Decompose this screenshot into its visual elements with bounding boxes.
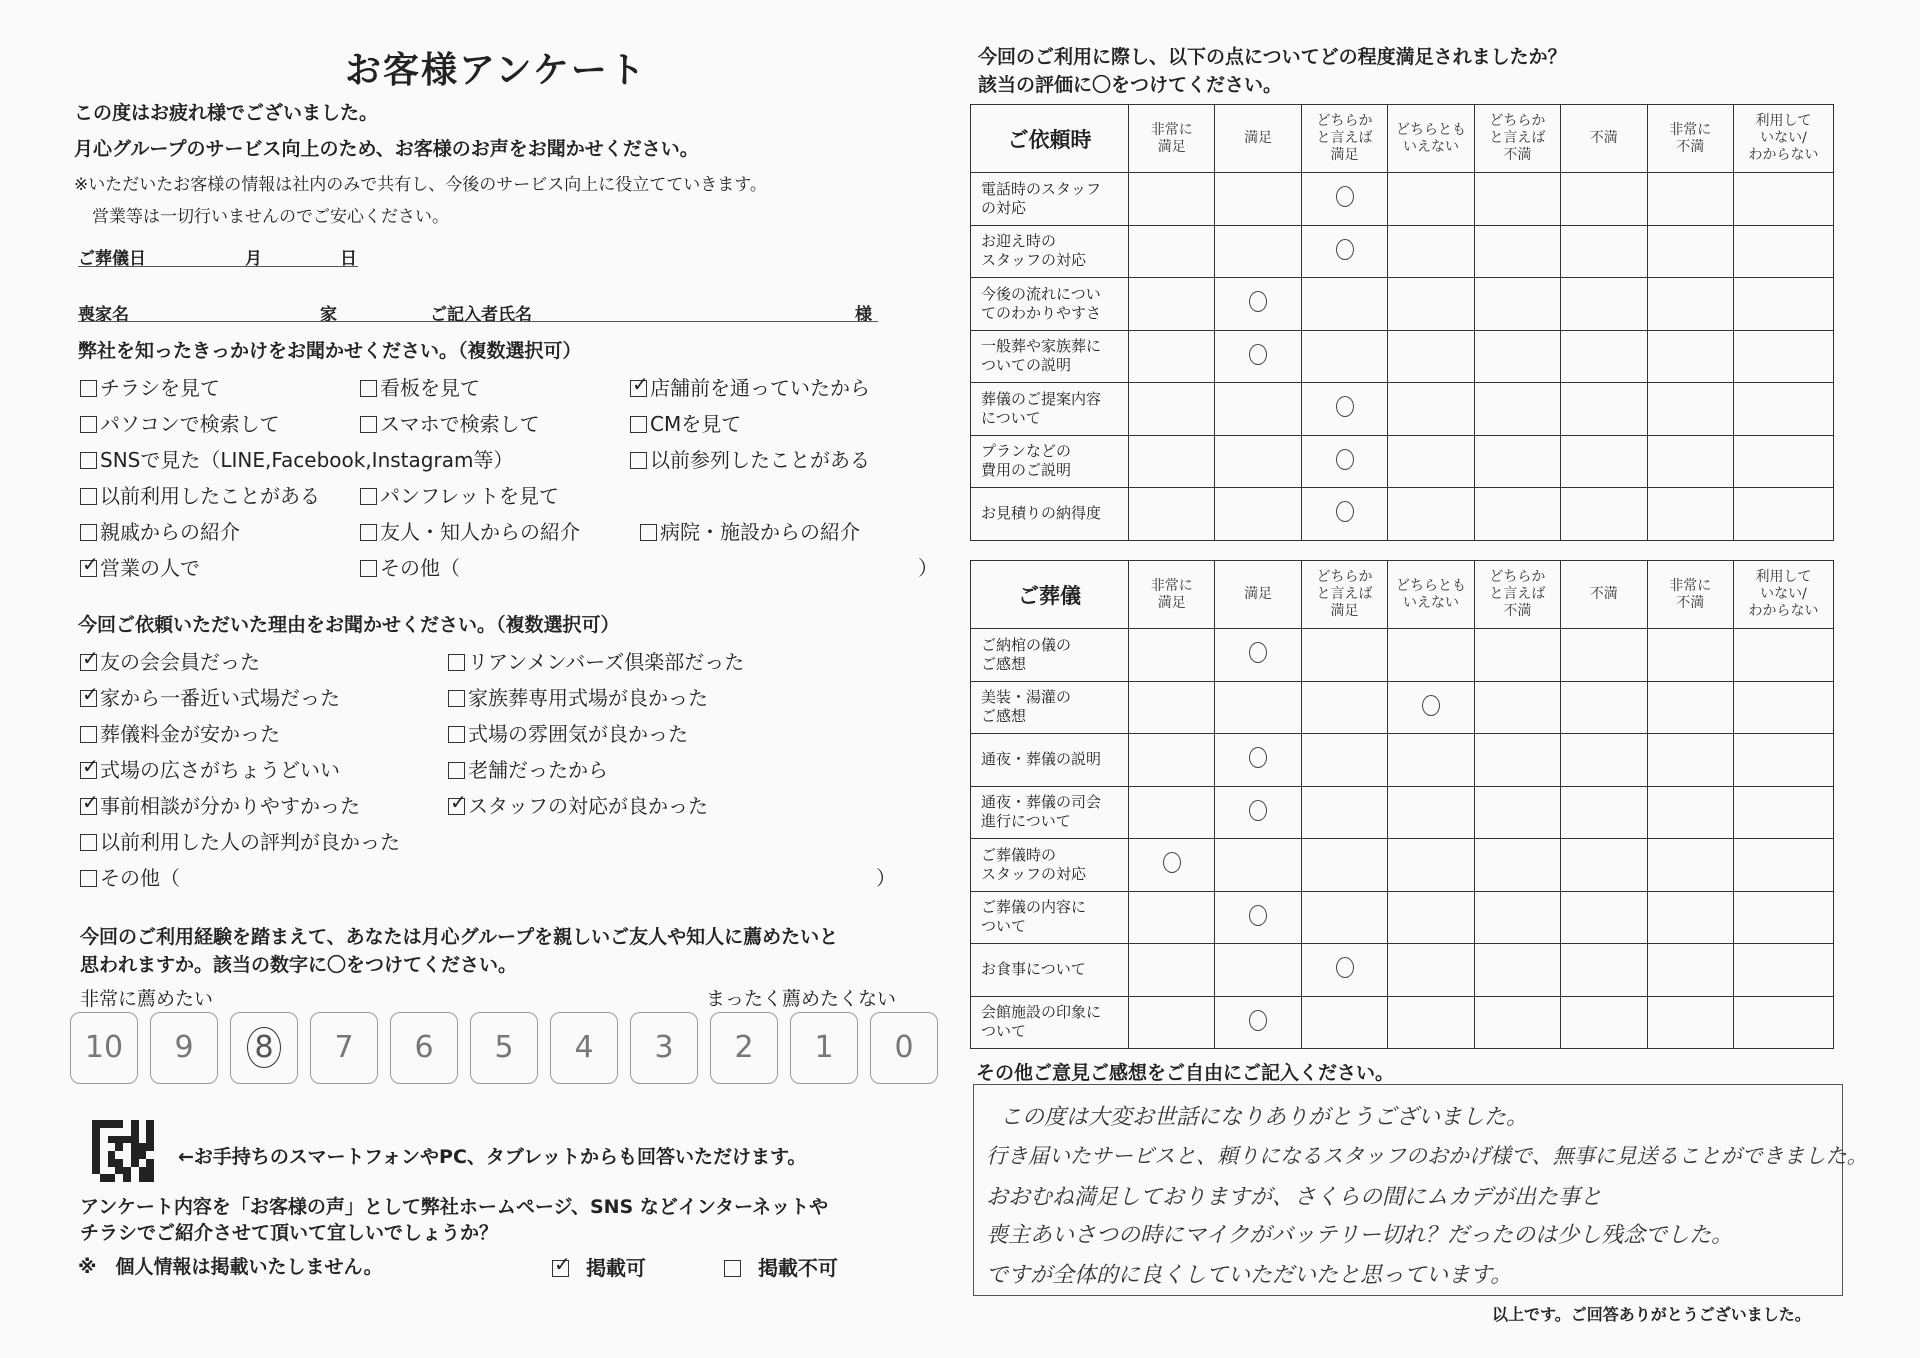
circle-mark-icon — [1336, 186, 1354, 207]
checkbox-checked[interactable] — [80, 560, 97, 577]
checkbox[interactable] — [448, 762, 465, 779]
rating-header: 非常に 不満 — [1647, 561, 1733, 629]
question-label: 美装・湯灌の ご感想 — [971, 681, 1129, 734]
rating-cell[interactable] — [1301, 629, 1387, 682]
circle-mark-icon — [1249, 1010, 1267, 1031]
publish-ng-option[interactable]: 掲載不可 — [724, 1252, 838, 1281]
checkbox[interactable] — [80, 488, 97, 505]
rating-cell[interactable] — [1474, 488, 1560, 541]
rating-cell[interactable] — [1388, 435, 1474, 488]
rating-cell[interactable] — [1129, 681, 1215, 734]
q2-option-member[interactable]: ✓友の会会員だった — [80, 646, 260, 675]
rating-cell[interactable] — [1388, 173, 1474, 226]
rating-cell[interactable] — [1474, 734, 1560, 787]
q2-option-nearest[interactable]: ✓家から一番近い式場だった — [80, 682, 340, 711]
q1-option-sns[interactable]: SNSで見た（LINE,Facebook,Instagram等） — [80, 444, 513, 473]
table-row — [971, 891, 1834, 944]
question-label: 葬儀のご提案内容 について — [971, 383, 1129, 436]
rating-cell[interactable] — [1301, 278, 1387, 331]
q1-option-other[interactable]: その他（ — [360, 552, 460, 581]
rating-cell[interactable] — [1561, 383, 1647, 436]
q1-option-pc-search[interactable]: パソコンで検索して — [80, 408, 280, 437]
checkbox[interactable] — [80, 870, 97, 887]
circle-mark-icon — [1249, 642, 1267, 663]
rating-cell[interactable] — [1129, 734, 1215, 787]
rating-cell[interactable] — [1647, 944, 1733, 997]
rating-cell[interactable] — [1129, 488, 1215, 541]
q2-option-established[interactable]: 老舗だったから — [448, 754, 608, 783]
q1-option-sales[interactable]: ✓営業の人で — [80, 552, 200, 581]
checkbox[interactable] — [448, 654, 465, 671]
circle-mark-icon — [1249, 800, 1267, 821]
rating-cell[interactable] — [1561, 435, 1647, 488]
rating-cell[interactable] — [1129, 225, 1215, 278]
rating-cell[interactable] — [1734, 839, 1834, 892]
table-row — [971, 629, 1834, 682]
rating-cell[interactable] — [1734, 330, 1834, 383]
circle-mark-icon — [1336, 501, 1354, 522]
rating-cell[interactable] — [1647, 629, 1733, 682]
scale-high-label: 非常に薦めたい — [80, 988, 214, 1010]
checkbox-checked[interactable] — [80, 654, 97, 671]
checkbox-checked[interactable] — [448, 798, 465, 815]
rating-header: 利用して いない/ わからない — [1734, 561, 1834, 629]
rating-cell[interactable] — [1129, 786, 1215, 839]
checkbox[interactable] — [448, 726, 465, 743]
q1-option-flyer[interactable]: チラシを見て — [80, 372, 220, 401]
score-6[interactable]: 6 — [390, 1012, 458, 1084]
score-4[interactable]: 4 — [550, 1012, 618, 1084]
table-row — [971, 435, 1834, 488]
rating-cell[interactable] — [1215, 383, 1301, 436]
comment-line: 喪主あいさつの時にマイクがバッテリー切れ？だったのは少し残念でした。 — [986, 1223, 1734, 1248]
question-label: 一般葬や家族葬に ついての説明 — [971, 330, 1129, 383]
q1-option-used-before[interactable]: 以前利用したことがある — [80, 480, 320, 509]
rating-cell[interactable] — [1215, 629, 1301, 682]
score-0[interactable]: 0 — [870, 1012, 938, 1084]
q1-option-attended-before[interactable]: 以前参列したことがある — [630, 444, 870, 473]
rating-cell[interactable] — [1561, 786, 1647, 839]
q2-option-reputation[interactable]: 以前利用した人の評判が良かった — [80, 826, 400, 855]
greeting-1: この度はお疲れ様でございました。 — [74, 102, 379, 124]
question-3-line-2: 思われますか。該当の数字に〇をつけてください。 — [80, 954, 518, 976]
table-row — [971, 278, 1834, 331]
greeting-2: 月心グループのサービス向上のため、お客様のお声をお聞かせください。 — [74, 138, 699, 160]
rating-cell[interactable] — [1388, 278, 1474, 331]
checkbox[interactable] — [360, 416, 377, 433]
rating-cell[interactable] — [1647, 734, 1733, 787]
month-label: 月 — [245, 249, 262, 269]
q1-option-pamphlet[interactable]: パンフレットを見て — [360, 480, 559, 509]
rating-cell[interactable] — [1734, 681, 1834, 734]
rating-cell[interactable] — [1734, 786, 1834, 839]
rating-cell[interactable] — [1301, 944, 1387, 997]
table-category: ご依頼時 — [971, 105, 1129, 173]
checkbox[interactable] — [360, 380, 377, 397]
rating-cell[interactable] — [1388, 891, 1474, 944]
rating-cell[interactable] — [1215, 225, 1301, 278]
table-row — [971, 734, 1834, 787]
rating-cell[interactable] — [1388, 629, 1474, 682]
q2-option-consultation[interactable]: ✓事前相談が分かりやすかった — [80, 790, 360, 819]
q1-option-cm[interactable]: CMを見て — [630, 408, 741, 437]
satisfaction-heading-1: 今回のご利用に際し、以下の点についてどの程度満足されましたか？ — [978, 46, 1567, 68]
rating-cell[interactable] — [1561, 629, 1647, 682]
question-2: 今回ご依頼いただいた理由をお聞かせください。（複数選択可） — [78, 614, 620, 636]
rating-cell[interactable] — [1215, 734, 1301, 787]
rating-cell[interactable] — [1301, 891, 1387, 944]
rating-cell[interactable] — [1561, 891, 1647, 944]
house-label: 家 — [320, 305, 337, 325]
q1-other-close: ） — [918, 556, 938, 580]
rating-cell[interactable] — [1474, 278, 1560, 331]
checkbox-checked[interactable] — [552, 1260, 569, 1277]
publish-question-1: アンケート内容を「お客様の声」として弊社ホームページ、SNS などインターネットや — [80, 1196, 829, 1218]
rating-header: 満足 — [1215, 105, 1301, 173]
qr-instruction: ←お手持ちのスマートフォンやPC、タブレットからも回答いただけます。 — [178, 1146, 807, 1168]
rating-cell[interactable] — [1734, 891, 1834, 944]
rating-cell[interactable] — [1215, 681, 1301, 734]
comment-line: ですが全体的に良くしていただいたと思っています。 — [986, 1263, 1513, 1288]
checkbox[interactable] — [80, 452, 97, 469]
rating-cell[interactable] — [1734, 996, 1834, 1049]
q2-other-close: ） — [876, 866, 896, 890]
rating-cell[interactable] — [1301, 681, 1387, 734]
circle-mark-icon — [1422, 695, 1440, 716]
score-8[interactable] — [230, 1012, 298, 1084]
rating-header: 不満 — [1561, 105, 1647, 173]
rating-header: どちらとも いえない — [1388, 105, 1474, 173]
question-label: 今後の流れについ てのわかりやすさ — [971, 278, 1129, 331]
table-row — [971, 173, 1834, 226]
q1-option-hospital[interactable]: 病院・施設からの紹介 — [640, 516, 860, 545]
rating-cell[interactable] — [1647, 839, 1733, 892]
date-underline — [78, 266, 358, 267]
circle-mark-icon — [1249, 905, 1267, 926]
rating-cell[interactable] — [1129, 173, 1215, 226]
rating-cell[interactable] — [1474, 839, 1560, 892]
rating-cell[interactable] — [1301, 330, 1387, 383]
comments-heading: その他ご意見ご感想をご自由にご記入ください。 — [976, 1062, 1395, 1084]
rating-cell[interactable] — [1561, 488, 1647, 541]
circle-mark-icon — [1336, 239, 1354, 260]
q2-option-size[interactable]: ✓式場の広さがちょうどいい — [80, 754, 340, 783]
rating-cell[interactable] — [1561, 225, 1647, 278]
rating-header: どちらか と言えば 満足 — [1301, 561, 1387, 629]
name-underline — [78, 321, 878, 322]
rating-cell[interactable] — [1215, 173, 1301, 226]
rating-cell[interactable] — [1647, 435, 1733, 488]
q2-option-cheap[interactable]: 葬儀料金が安かった — [80, 718, 280, 747]
rating-cell[interactable] — [1474, 330, 1560, 383]
survey-title: お客様アンケート — [345, 50, 647, 91]
rating-cell[interactable] — [1388, 786, 1474, 839]
checkbox[interactable] — [630, 452, 647, 469]
table-row — [971, 383, 1834, 436]
rating-cell[interactable] — [1561, 330, 1647, 383]
rating-cell[interactable] — [1734, 435, 1834, 488]
q1-option-passing-store[interactable]: ✓ 店舗前を通っていたから — [630, 372, 870, 401]
question-label: ご葬儀時の スタッフの対応 — [971, 839, 1129, 892]
rating-cell[interactable] — [1734, 944, 1834, 997]
table-row — [971, 681, 1834, 734]
checkbox[interactable] — [360, 560, 377, 577]
q2-option-family-hall[interactable]: 家族葬専用式場が良かった — [448, 682, 708, 711]
rating-cell[interactable] — [1129, 629, 1215, 682]
question-label: 通夜・葬儀の司会 進行について — [971, 786, 1129, 839]
rating-cell[interactable] — [1561, 173, 1647, 226]
rating-cell[interactable] — [1561, 996, 1647, 1049]
rating-cell[interactable] — [1561, 278, 1647, 331]
rating-header: 利用して いない/ わからない — [1734, 105, 1834, 173]
rating-cell[interactable] — [1647, 488, 1733, 541]
rating-cell[interactable] — [1215, 944, 1301, 997]
circle-mark-icon — [1249, 344, 1267, 365]
rating-cell[interactable] — [1129, 944, 1215, 997]
circle-mark-icon — [1249, 747, 1267, 768]
request-rating-table — [970, 104, 1834, 541]
rating-cell[interactable] — [1388, 944, 1474, 997]
rating-cell[interactable] — [1474, 786, 1560, 839]
rating-cell[interactable] — [1734, 278, 1834, 331]
rating-cell[interactable] — [1474, 891, 1560, 944]
rating-cell[interactable] — [1129, 891, 1215, 944]
rating-header: 非常に 満足 — [1129, 561, 1215, 629]
rating-cell[interactable] — [1647, 330, 1733, 383]
rating-cell[interactable] — [1474, 944, 1560, 997]
rating-cell[interactable] — [1474, 681, 1560, 734]
rating-cell[interactable] — [1388, 996, 1474, 1049]
scale-low-label: まったく薦めたくない — [706, 988, 897, 1010]
question-label: お見積りの納得度 — [971, 488, 1129, 541]
rating-cell[interactable] — [1734, 173, 1834, 226]
funeral-rating-table — [970, 560, 1834, 1049]
q2-option-staff[interactable]: ✓ スタッフの対応が良かった — [448, 790, 708, 819]
rating-cell[interactable] — [1647, 891, 1733, 944]
writer-name-label: ご記入者氏名 — [430, 305, 532, 325]
rating-cell[interactable] — [1215, 839, 1301, 892]
rating-header: 不満 — [1561, 561, 1647, 629]
question-1: 弊社を知ったきっかけをお聞かせください。（複数選択可） — [78, 340, 582, 362]
table-row — [971, 488, 1834, 541]
rating-cell[interactable] — [1129, 330, 1215, 383]
rating-cell[interactable] — [1388, 681, 1474, 734]
rating-cell[interactable] — [1734, 488, 1834, 541]
comment-line: 行き届いたサービスと、頼りになるスタッフのおかげ様で、無事に見送ることができました。 — [986, 1144, 1868, 1168]
rating-cell[interactable] — [1301, 996, 1387, 1049]
checkbox[interactable] — [630, 416, 647, 433]
rating-header: どちらとも いえない — [1388, 561, 1474, 629]
funeral-date-label: ご葬儀日 — [78, 249, 146, 269]
score-1[interactable]: 1 — [790, 1012, 858, 1084]
checkbox[interactable] — [448, 690, 465, 707]
rating-cell[interactable] — [1561, 734, 1647, 787]
table-row — [971, 786, 1834, 839]
checkbox[interactable] — [80, 524, 97, 541]
rating-header: 非常に 不満 — [1647, 105, 1733, 173]
q1-option-friends[interactable]: 友人・知人からの紹介 — [360, 516, 580, 545]
q2-option-other[interactable]: その他（ — [80, 862, 180, 891]
day-label: 日 — [340, 249, 357, 269]
checkbox[interactable] — [80, 416, 97, 433]
circle-mark-icon — [1336, 957, 1354, 978]
rating-cell[interactable] — [1215, 488, 1301, 541]
rating-cell[interactable] — [1388, 839, 1474, 892]
rating-cell[interactable] — [1647, 278, 1733, 331]
score-3[interactable]: 3 — [630, 1012, 698, 1084]
rating-header: どちらか と言えば 不満 — [1474, 105, 1560, 173]
rating-cell[interactable] — [1301, 173, 1387, 226]
rating-cell[interactable] — [1301, 786, 1387, 839]
rating-cell[interactable] — [1474, 996, 1560, 1049]
circle-mark-icon — [1336, 449, 1354, 470]
rating-cell[interactable] — [1647, 996, 1733, 1049]
family-name-label: 喪家名 — [78, 305, 129, 325]
rating-cell[interactable] — [1301, 488, 1387, 541]
rating-cell[interactable] — [1301, 435, 1387, 488]
table-row — [971, 225, 1834, 278]
q2-option-atmosphere[interactable]: 式場の雰囲気が良かった — [448, 718, 688, 747]
rating-cell[interactable] — [1474, 629, 1560, 682]
rating-cell[interactable] — [1647, 173, 1733, 226]
rating-cell[interactable] — [1474, 225, 1560, 278]
table-row — [971, 330, 1834, 383]
checkbox[interactable] — [360, 524, 377, 541]
rating-cell[interactable] — [1734, 225, 1834, 278]
rating-cell[interactable] — [1129, 278, 1215, 331]
checkbox[interactable] — [80, 834, 97, 851]
q1-option-signboard[interactable]: 看板を見て — [360, 372, 480, 401]
question-label: プランなどの 費用のご説明 — [971, 435, 1129, 488]
question-label: ご葬儀の内容に ついて — [971, 891, 1129, 944]
rating-cell[interactable] — [1301, 839, 1387, 892]
q1-option-phone-search[interactable]: スマホで検索して — [360, 408, 540, 437]
rating-cell[interactable] — [1388, 734, 1474, 787]
question-label: 会館施設の印象に ついて — [971, 996, 1129, 1049]
checkbox-checked[interactable] — [80, 690, 97, 707]
privacy-note-2: 営業等は一切行いませんのでご安心ください。 — [92, 207, 449, 227]
question-label: 電話時のスタッフ の対応 — [971, 173, 1129, 226]
score-9[interactable]: 9 — [150, 1012, 218, 1084]
rating-cell[interactable] — [1647, 225, 1733, 278]
rating-cell[interactable] — [1474, 173, 1560, 226]
rating-cell[interactable] — [1388, 488, 1474, 541]
rating-cell[interactable] — [1301, 383, 1387, 436]
publish-ok-option[interactable]: ✓ 掲載可 — [552, 1252, 646, 1281]
checkbox[interactable] — [80, 380, 97, 397]
rating-cell[interactable] — [1561, 839, 1647, 892]
rating-cell[interactable] — [1388, 225, 1474, 278]
qr-code-icon[interactable] — [92, 1120, 154, 1182]
checkbox[interactable] — [640, 524, 657, 541]
q2-option-lian-club[interactable]: リアンメンバーズ倶楽部だった — [448, 646, 744, 675]
circle-mark-icon — [1336, 396, 1354, 417]
question-label: お食事について — [971, 944, 1129, 997]
rating-header: どちらか と言えば 不満 — [1474, 561, 1560, 629]
checkbox-checked[interactable] — [80, 762, 97, 779]
satisfaction-heading-2: 該当の評価に〇をつけてください。 — [978, 74, 1283, 96]
rating-header: どちらか と言えば 満足 — [1301, 105, 1387, 173]
rating-cell[interactable] — [1215, 891, 1301, 944]
rating-cell[interactable] — [1561, 681, 1647, 734]
rating-cell[interactable] — [1215, 786, 1301, 839]
rating-cell[interactable] — [1301, 225, 1387, 278]
score-5[interactable]: 5 — [470, 1012, 538, 1084]
closing-message: 以上です。ご回答ありがとうございました。 — [1492, 1305, 1811, 1324]
table-row — [971, 839, 1834, 892]
rating-cell[interactable] — [1734, 629, 1834, 682]
question-label: ご納棺の儀の ご感想 — [971, 629, 1129, 682]
rating-cell[interactable] — [1129, 839, 1215, 892]
question-label: 通夜・葬儀の説明 — [971, 734, 1129, 787]
circle-mark-icon — [1249, 291, 1267, 312]
checkbox[interactable] — [360, 488, 377, 505]
rating-cell[interactable] — [1647, 786, 1733, 839]
checkbox[interactable] — [724, 1260, 741, 1277]
table-row — [971, 944, 1834, 997]
question-label: お迎え時の スタッフの対応 — [971, 225, 1129, 278]
table-category: ご葬儀 — [971, 561, 1129, 629]
rating-cell[interactable] — [1215, 278, 1301, 331]
checkbox-checked[interactable] — [630, 380, 647, 397]
comment-line: おおむね満足しておりますが、さくらの間にムカデが出た事と — [986, 1185, 1603, 1210]
rating-cell[interactable] — [1561, 944, 1647, 997]
rating-cell[interactable] — [1215, 435, 1301, 488]
table-row — [971, 996, 1834, 1049]
privacy-note-1: ※いただいたお客様の情報は社内のみで共有し、今後のサービス向上に役立てていきます。 — [74, 175, 767, 195]
rating-cell[interactable] — [1388, 383, 1474, 436]
rating-cell[interactable] — [1215, 996, 1301, 1049]
rating-cell[interactable] — [1129, 996, 1215, 1049]
score-8-circled: 8 — [247, 1027, 280, 1068]
score-7[interactable]: 7 — [310, 1012, 378, 1084]
rating-cell[interactable] — [1301, 734, 1387, 787]
rating-cell[interactable] — [1215, 330, 1301, 383]
rating-cell[interactable] — [1734, 383, 1834, 436]
comment-line: この度は大変お世話になりありがとうございました。 — [1000, 1105, 1529, 1130]
rating-cell[interactable] — [1388, 330, 1474, 383]
rating-cell[interactable] — [1647, 681, 1733, 734]
rating-cell[interactable] — [1474, 383, 1560, 436]
rating-cell[interactable] — [1734, 734, 1834, 787]
privacy-notice: ※ 個人情報は掲載いたしません。 — [78, 1256, 383, 1278]
rating-cell[interactable] — [1129, 435, 1215, 488]
rating-header: 非常に 満足 — [1129, 105, 1215, 173]
score-2[interactable]: 2 — [710, 1012, 778, 1084]
checkbox[interactable] — [80, 726, 97, 743]
circle-mark-icon — [1163, 852, 1181, 873]
rating-cell[interactable] — [1129, 383, 1215, 436]
sama-label: 様 — [855, 305, 872, 325]
rating-cell[interactable] — [1474, 435, 1560, 488]
question-3-line-1: 今回のご利用経験を踏まえて、あなたは月心グループを親しいご友人や知人に薦めたいと — [80, 926, 839, 948]
rating-header: 満足 — [1215, 561, 1301, 629]
q1-option-relatives[interactable]: 親戚からの紹介 — [80, 516, 240, 545]
publish-question-2: チラシでご紹介させて頂いて宜しいでしょうか？ — [80, 1222, 499, 1244]
checkbox-checked[interactable] — [80, 798, 97, 815]
rating-cell[interactable] — [1647, 383, 1733, 436]
score-10[interactable]: 10 — [70, 1012, 138, 1084]
